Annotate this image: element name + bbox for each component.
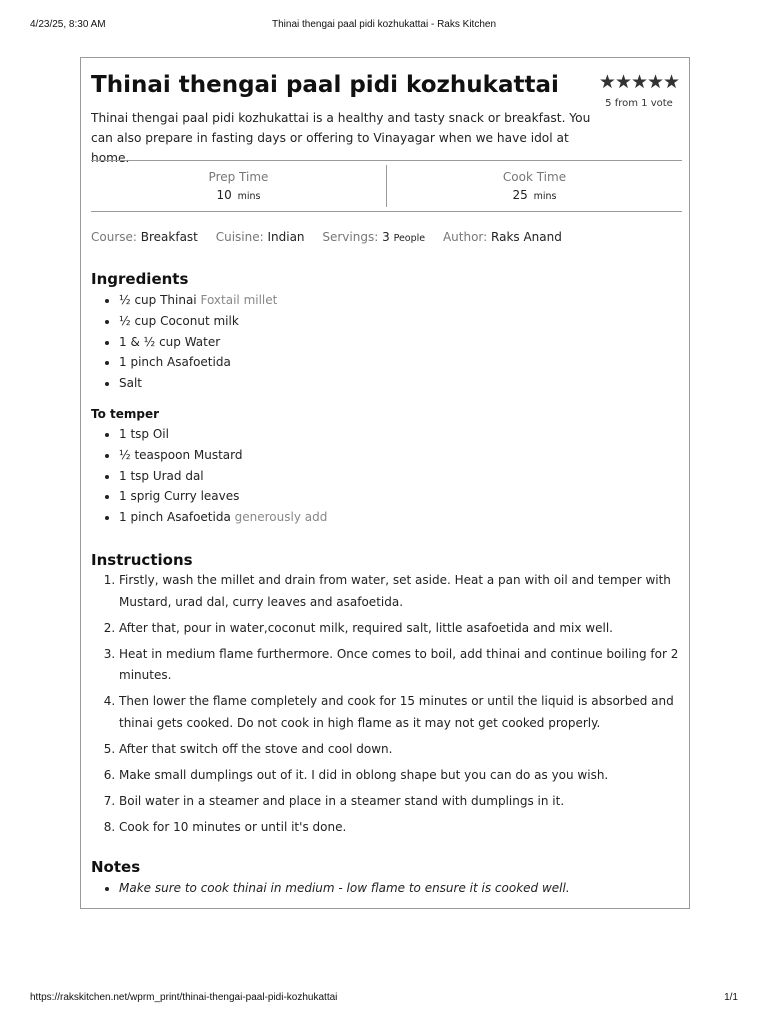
prep-time-label: Prep Time [208, 170, 269, 184]
ingredient-item: • 1 sprig Curry leaves [119, 486, 709, 507]
print-datetime: 4/23/25, 8:30 AM [30, 19, 106, 30]
cook-time-number: 25 [512, 188, 528, 202]
instruction-step: 1. Firstly, wash the millet and drain from water, set aside. Heat a pan with oil and temper with Mustard, urad dal, curry leaves and asafoetida. [119, 570, 709, 613]
instruction-step: 6. Make small dumplings out of it. I did in oblong shape but you can do as you wish. [119, 765, 709, 787]
instructions-heading: Instructions [91, 551, 193, 569]
ingredient-item: • 1 pinch Asafoetida generously add [119, 507, 709, 528]
instruction-step: 3. Heat in medium flame furthermore. Once comes to boil, add thinai and continue boiling for 2 minutes. [119, 644, 709, 687]
recipe-card [80, 57, 690, 909]
meta-cuisine [216, 230, 305, 244]
instruction-step: 7. Boil water in a steamer and place in a steamer stand with dumplings in it. [119, 791, 709, 813]
instructions-list [91, 570, 709, 843]
cook-time [386, 165, 682, 207]
prep-time-number: 10 [216, 188, 232, 202]
ingredients-heading: Ingredients [91, 270, 189, 288]
meta-cuisine-label: Cuisine: [215, 230, 264, 244]
meta-course-value: Breakfast [140, 230, 198, 244]
prep-time-value [91, 188, 386, 202]
meta-course [91, 230, 198, 244]
ingredient-item: • Salt [119, 373, 709, 394]
instruction-step: 8. Cook for 10 minutes or until it's done. [119, 817, 709, 839]
meta-author-value: Raks Anand [491, 230, 562, 244]
meta-author-label: Author: [442, 230, 488, 244]
recipe-summary: Thinai thengai paal pidi kozhukattai is a healthy and tasty snack or breakfast. You can also prepare in fasting days or offering to Vinayagar when we have idol at home. [91, 111, 591, 165]
notes-heading: Notes [91, 858, 141, 876]
temper-heading: To temper [91, 407, 160, 421]
prep-time-unit: mins [237, 191, 261, 202]
rating-stars-icon[interactable]: ★★★★★ [598, 71, 680, 93]
note-item: • Make sure to cook thinai in medium - low flame to ensure it is cooked well. [119, 878, 709, 899]
recipe-title: Thinai thengai paal pidi kozhukattai [91, 72, 559, 98]
print-page-number: 1/1 [724, 992, 738, 1003]
print-footer [30, 992, 738, 1006]
ingredient-item: • ½ cup Thinai Foxtail millet [119, 290, 709, 311]
ingredient-item: • 1 & ½ cup Water [119, 332, 709, 353]
recipe-meta [91, 229, 686, 247]
notes-list [91, 878, 709, 899]
rating-text: 5 from 1 vote [605, 98, 673, 109]
cook-time-value [387, 188, 682, 202]
meta-course-label: Course: [91, 230, 137, 244]
print-url: https://rakskitchen.net/wprm_print/thinai-thengai-paal-pidi-kozhukattai [30, 992, 338, 1003]
meta-servings-unit: People [393, 233, 426, 244]
ingredient-item: • ½ cup Coconut milk [119, 311, 709, 332]
print-page-title: Thinai thengai paal pidi kozhukattai - Raks Kitchen [271, 19, 497, 30]
cook-time-unit: mins [533, 191, 557, 202]
instruction-step: 5. After that switch off the stove and cool down. [119, 739, 709, 761]
cook-time-label: Cook Time [502, 170, 567, 184]
meta-author [443, 230, 562, 244]
instruction-step: 2. After that, pour in water,coconut milk, required salt, little asafoetida and mix well. [119, 618, 709, 640]
recipe-times [91, 160, 682, 212]
instruction-step: 4. Then lower the flame completely and cook for 15 minutes or until the liquid is absorbed and thinai gets cooked. Do not cook in high flame as it may not get cooked properly. [119, 691, 709, 734]
ingredient-item: • 1 pinch Asafoetida [119, 352, 709, 373]
recipe-rating [597, 72, 681, 109]
ingredient-item: • 1 tsp Urad dal [119, 466, 709, 487]
ingredients-list [91, 290, 709, 394]
meta-servings [322, 230, 425, 244]
meta-servings-label: Servings: [322, 230, 379, 244]
temper-list [91, 424, 709, 528]
meta-servings-value: 3 [382, 230, 390, 244]
prep-time [91, 161, 386, 211]
print-header [30, 19, 738, 33]
ingredient-item: • 1 tsp Oil [119, 424, 709, 445]
ingredient-item: • ½ teaspoon Mustard [119, 445, 709, 466]
meta-cuisine-value: Indian [267, 230, 305, 244]
